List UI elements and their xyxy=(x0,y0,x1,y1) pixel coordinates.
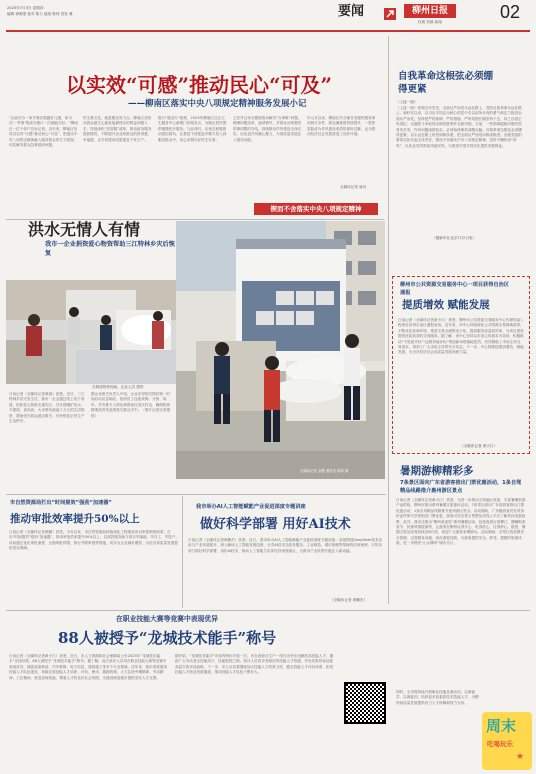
lead-body-col-4: 主任并且牵头整改推动解决“办事难”问题，梳理问题清单，逐项销号，对群众反映强烈的事项限时办结，持续推动作风建设走深走实，以优良作风凝心聚力，为高质量发展注入强劲动能。 xyxy=(233,116,302,142)
page-number: 02 xyxy=(500,2,521,22)
summer-body: 日前记者（全媒体记者黄小江）获悉，为进一步推动文旅融合发展，丰富暑期旅游产品供给，柳州市推出系列暑期文旅惠民活动。7条景区面向广东省游客推出门票优惠活动，1条自驾精品线路推介惠州游区景点。活动期间，广东籍游客凭有效身份证件即可享受相应门票优惠，游客可在各景区售票处或线上平台了解具体优惠政策。此外，我市还推出“柳州欢迎您”系列暑期活动，包括夜游百里柳江、螺蛳粉美食节、民族风情展演等，让游客在柳州玩得开心、吃得放心、住得舒心。据悉，暑期文旅活动将持续至8月底，欢迎广大游客来柳游玩。活动期间，各景区将加强安全管理，完善服务设施，优化游览线路，为游客提供安全、舒适、便捷的旅游环境，进一步擦亮“山水柳州”城市名片。 xyxy=(396,498,526,546)
summer-subtitle: 7条景区面向广东省游客推出门票优惠活动，1条自驾精品线路推介惠州游区景点 xyxy=(400,480,522,494)
section-label: 要闻 xyxy=(338,4,365,19)
trade-byline: （全媒体记者 黄小江） xyxy=(460,444,498,448)
lead-body-col-1: “从前开办一家早餐店要跑好几趟，如今在‘一件事’集成办窗口一次就能办好。”柳南区一位个体户告诉记者。近年来，柳南区坚持以实效“可感”推动民心“可及”，把落实中央八项规定精神融入服务群众的方方面面，切实解决群众急难愁盼问题。 xyxy=(9,116,78,148)
divider xyxy=(182,496,183,608)
flood-photo-small xyxy=(6,280,176,384)
ai-headline: 做好科学部署 用好AI技术 xyxy=(200,517,351,532)
lead-body-col-3: 推行“就近办”政策，2025年柳南区社区卫生服务中心新增门诊服务点，为辖区居民提供便捷医疗服务。与此同时，区里还积极推动基层减负，让基层干部把更多精力投入到服务群众中，用心用情办好民生实事。 xyxy=(158,116,227,142)
trade-headline: 提质增效 赋能发展 xyxy=(402,299,490,311)
right-top-body: （上接一版）纵观百年党史，全面从严治党永远在路上，党的自我革命永远在路上。新时代以来，以习近平同志为核心的党中央以前所未有的勇气和定力推进全面从严治党，坚持把严的基调、严的措施、严的氛围长期坚持下去，持之以恒正风肃纪，反腐败斗争取得压倒性胜利并全面巩固。当前，一些领域腐败问题仍然易发多发，作风问题顽固复杂，必须始终保持清醒头脑，自我革命这根弦必须绷得更紧，以永远在路上的坚韧和执着，把全面从严治党向纵深推进。各级党组织要切实担负起主体责任，锲而不舍落实中央八项规定精神，坚持不懈纠治“四风”，以优良党风带政风促民风，为推进中国式现代化提供坚强保证。 xyxy=(396,106,522,148)
masthead-rule xyxy=(6,30,530,32)
flood-photo-truck-caption: 全媒体记者 金慧 通讯员 陈萍 摄 xyxy=(300,469,349,473)
paper-logo: 柳州日报 xyxy=(404,4,456,18)
weekend-logo-sub: 吃喝玩乐 xyxy=(487,740,513,748)
lead-banner: 锲而不舍落实中央八项规定精神 xyxy=(254,203,378,215)
skills-title: 在职业技能大赛等竞赛中表现优异 xyxy=(116,615,218,623)
skills-body-col-3: 同时，全市将持续开展职业技能竞赛活动，以赛促学、以赛促训，培养更多高素质技术技能人才，为柳州高质量发展提供有力人才保障和智力支持。 xyxy=(396,690,479,705)
lead-subtitle: ——柳南区落实中央八项规定精神服务发展小记 xyxy=(128,99,307,109)
right-top-byline: （据新华社北京7月2日电） xyxy=(432,236,477,240)
ai-title: 我市举办AI人工智能赋能产业促进深度专题讲座 xyxy=(196,504,306,510)
qr-code-icon xyxy=(344,682,386,724)
lead-body-col-2: 民生难点处，就是服务发力点。柳南区坚持从群众最关心最直接最现实的利益问题入手，持续深化“放管服”改革，推动政务服务提质增效，不断提升企业和群众的获得感、幸福感，让作风建设成果惠及千家万户。 xyxy=(83,116,152,142)
skills-headline: 88人被授予“龙城技术能手”称号 xyxy=(58,629,277,647)
flood-photo-caption: 在救援物资现场。企业人员 提供 xyxy=(92,385,144,389)
ai-body: 日前记者（全媒体记者黄鹏杰）获悉，近日，我市举办AI人工智能赋能产业促进深度专题讲座。讲座围绕DeepSeek技术应用与产业发展展开，深入解读人工智能发展趋势，分享AI技术在政务服务、工业制造、城市管理等领域的应用案例，引导各部门做好科学部署，用好AI技术，推动人工智能与实体经济深度融合，为我市产业转型升级注入新动能。 xyxy=(188,538,383,553)
weekend-logo-text: 周末 xyxy=(486,717,517,735)
skills-body-col-1: 日前记者（全媒体记者黄小江）获悉，近日，市人力资源和社会保障局公布2025年“龙城技术能手”评选结果，88人被授予“龙城技术能手”称号。据了解，此次获评人员均在职业技能大赛等竞赛中表现优异，涵盖装备制造、汽车维修、电子信息、建筑施工等多个行业领域。近年来，我市高度重视技能人才队伍建设，持续完善技能人才培养、评价、使用、激励机制，大力弘扬劳模精神、劳动精神、工匠精神，营造崇尚技能、尊重人才的良好社会氛围，为建设制造强市提供坚实人才支撑。 xyxy=(9,654,168,680)
ai-byline: （全媒体记者 黄鹏杰） xyxy=(330,598,368,602)
right-top-title: 自我革命这根弦必须绷得更紧 xyxy=(398,71,494,95)
approval-headline: 推动审批效率提升50%以上 xyxy=(10,513,140,525)
weekend-logo xyxy=(482,712,532,770)
lead-byline: 全媒体记者 唐诗 xyxy=(340,185,367,189)
section-arrow-icon xyxy=(384,5,396,17)
flood-body-col-2: 据企业相关负责人介绍，企业在得知灾情后第一时间启动应急响应，组织员工连夜采购、分拣、装车，并安排专人押运物资前往受灾村屯，确保物资精准高效发放到受灾群众手中。（图片由受访者提供） xyxy=(91,392,171,418)
flood-subtitle: 我市一企业捐资爱心物资帮助三江特林乡灾后恢复 xyxy=(45,241,175,257)
divider xyxy=(388,36,389,604)
flood-body-col-1: 日前记者（全媒体记者黄丽）获悉，近日，三江特林乡洪灾发生后，我市一企业通过线上线下渠道，组织爱心物资支援灾区，共计捐赠矿泉水、方便面、食用油、大米等价值逾十万元的生活物资，帮助受灾群众渡过难关，尽快恢复正常生产生活秩序。 xyxy=(9,392,85,424)
lead-title: 以实效“可感”推动民心“可及” xyxy=(66,73,333,97)
right-top-source: （上接一版） xyxy=(396,100,418,104)
star-icon: ★ xyxy=(516,752,525,762)
masthead-date: 2025年7月3日 星期四 xyxy=(7,6,44,10)
masthead-editors: 编辑 徐明强 校对 陈力 组版 陈炜 签发 谭 xyxy=(7,12,73,16)
flood-photo-truck xyxy=(176,221,385,479)
divider xyxy=(6,610,530,611)
paper-tagline: 权威 权威 新闻 xyxy=(418,20,442,24)
trade-title: 柳州市公共资源交易服务中心一项目获得自治区通报 xyxy=(400,282,509,296)
approval-body: 日前记者（全媒体记者黄鹏）获悉，今年以来，市自然资源局持续深化工程建设项目审批制度改革，打出“时间提效”强劲“加速器”，推动审批效率提升50%以上，以高效服务助力项目早落地、早开工、早投产。该局通过优化审批流程、压缩审批时限、推行并联审批等措施，切实为企业减负增效，为经济高质量发展提供坚实保障。 xyxy=(9,530,179,551)
skills-body-col-2: 据介绍，“龙城技术能手”评选每两年开展一次，旨在表彰在生产一线作出突出贡献的高技能人才，激励广大劳动者走技能成才、技能报国之路。获评人员将享受相应的技能人才待遇，并优先推荐参加更高层次的评选表彰。下一步，市人社局将继续加大技能人才培养力度，健全技能人才评价体系，拓宽技能人才职业发展通道，推动技能人才队伍不断壮大。 xyxy=(175,654,334,675)
trade-body: 日前记者（全媒体记者黄小江）获悉，柳州市公共资源交易服务中心代理的某工程项目获得自治区通报表扬。近年来，该中心持续深化公共资源交易领域改革，不断优化营商环境，推进交易全流程电子化，提高服务质量和效率，为项目建设提供优质高效的交易服务。据了解，该中心坚持以市场主体需求为导向，积极推动“不见面开标”“远程异地评标”等创新举措落地见效，有效降低了市场主体交易成本，得到了广大市场主体的充分肯定。下一步，中心将继续提质增效、赋能发展，为全市经济社会高质量发展贡献力量。 xyxy=(398,318,524,355)
flood-title: 洪水无情人有情 xyxy=(28,220,141,239)
divider xyxy=(6,494,386,495)
approval-title: 市自然资源局打出“时间提效”强劲“加速器” xyxy=(10,500,112,506)
summer-title: 暑期游柳精彩多 xyxy=(400,465,474,477)
lead-body-col-5: 年元月以来，柳南区共办理各类便民服务事项两万余件，群众满意度持续提升，一张张笑脸成为作风建设成效的最好注脚，也为推动经济社会发展营造了良好环境。 xyxy=(307,116,376,137)
